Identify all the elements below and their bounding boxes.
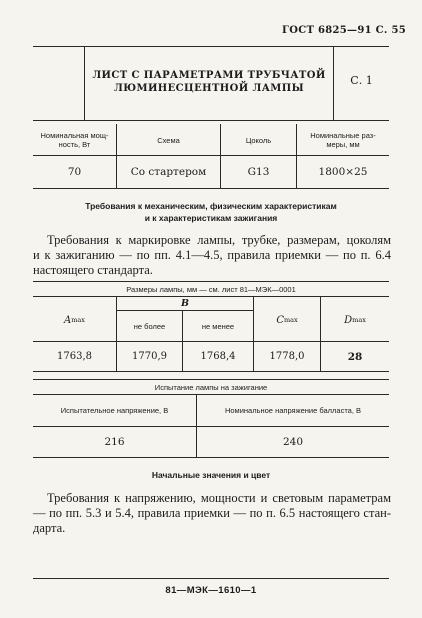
d-subscript: max xyxy=(352,316,366,324)
dims-header-line-2: меры, мм xyxy=(326,140,360,149)
c-subscript: max xyxy=(283,316,298,324)
section1-text-line-1: Требования к маркировке лампы, трубке, размерам, цоколям xyxy=(47,233,391,247)
c-letter: C xyxy=(276,314,284,326)
section1-heading xyxy=(33,199,389,225)
table2-header-b-no-less: не менее xyxy=(201,321,235,331)
section2-text xyxy=(33,491,391,536)
table3-bottom-rule xyxy=(33,457,389,458)
section1-heading-line-2: и к характеристикам зажигания xyxy=(144,213,278,223)
section2-heading: Начальные значения и цвет xyxy=(151,470,271,480)
footer-code: 81—МЭК—1610—1 xyxy=(165,584,257,596)
section2-text-line-3: дарта. xyxy=(33,521,66,535)
table3-cell-nominal-voltage: 240 xyxy=(282,435,304,448)
footer-rule xyxy=(33,578,389,579)
table2-cell-a: 1763,8 xyxy=(57,351,92,362)
section2-text-line-2: — по пп. 5.3 и 5.4, правила приемки — по п. 6.5 настоящего стан- xyxy=(33,506,391,520)
table3-cell-test-voltage: 216 xyxy=(104,435,125,448)
table3-header-nominal-voltage: Номинальное напряжение балласта, В xyxy=(224,406,362,415)
title-top-rule xyxy=(33,46,389,47)
table1-cell-base: G13 xyxy=(247,166,270,178)
table3-header-test-voltage: Испытательное напряжение, В xyxy=(60,406,169,415)
document-title xyxy=(85,62,333,102)
table1-header-scheme: Схема xyxy=(157,135,180,145)
table1-header-power xyxy=(33,126,116,154)
table2-b-subrule xyxy=(117,310,253,311)
title-line-1: ЛИСТ С ПАРАМЕТРАМИ ТРУБЧАТОЙ xyxy=(92,70,326,81)
section1-text-line-2: и к зажиганию — по пп. 4.1—4.5, правила приемки — по п. 6.4 xyxy=(33,248,391,262)
table2-cell-d: 28 xyxy=(347,350,363,363)
table1-header-rule xyxy=(33,155,389,156)
a-subscript: max xyxy=(71,316,85,324)
table2-header-b-no-more: не более xyxy=(133,321,166,331)
table3-top-rule xyxy=(33,379,389,380)
table2-bottom-rule xyxy=(33,371,389,372)
section2-text-line-1: Требования к напряжению, мощности и световым параметрам xyxy=(47,491,391,505)
section1-text-line-3: настоящего стандарта. xyxy=(33,263,153,277)
table1-cell-scheme: Со стартером xyxy=(130,166,207,178)
table3-caption: Испытание лампы на зажигание xyxy=(154,382,268,392)
table1-cell-dims: 1800×25 xyxy=(318,166,368,178)
power-header-line-2: ность, Вт xyxy=(58,140,91,149)
d-letter: D xyxy=(344,314,353,326)
table2-cell-c: 1778,0 xyxy=(269,351,305,362)
title-line-2: ЛЮМИНЕСЦЕНТНОЙ ЛАМПЫ xyxy=(113,83,305,94)
section1-text xyxy=(33,233,391,278)
dims-header-line-1: Номинальные раз- xyxy=(310,131,376,140)
page-header: ГОСТ 6825—91 С. 55 xyxy=(282,25,406,36)
table3-caption-rule xyxy=(33,394,389,395)
table2-header-d xyxy=(321,300,389,340)
table1-header-base: Цоколь xyxy=(245,135,272,145)
sheet-number: С. 1 xyxy=(350,73,373,87)
table2-cell-b-min: 1768,4 xyxy=(200,351,236,362)
power-header-line-1: Номинальная мощ- xyxy=(40,131,109,140)
table2-cell-b-max: 1770,9 xyxy=(132,351,167,362)
table2-header-b: B xyxy=(180,298,190,309)
table2-top-rule xyxy=(33,281,389,282)
table2-header-c xyxy=(254,300,320,340)
table1-header-dims xyxy=(297,126,389,154)
table1-bottom-rule xyxy=(33,188,389,189)
section1-heading-line-1: Требования к механическим, физическим характеристикам xyxy=(85,201,337,211)
table2-caption: Размеры лампы, мм — см. лист 81—МЭК—0001 xyxy=(126,284,296,294)
title-bottom-rule xyxy=(33,120,389,121)
a-letter: A xyxy=(64,314,72,326)
table2-header-a xyxy=(33,300,116,340)
table1-cell-power: 70 xyxy=(67,166,82,178)
